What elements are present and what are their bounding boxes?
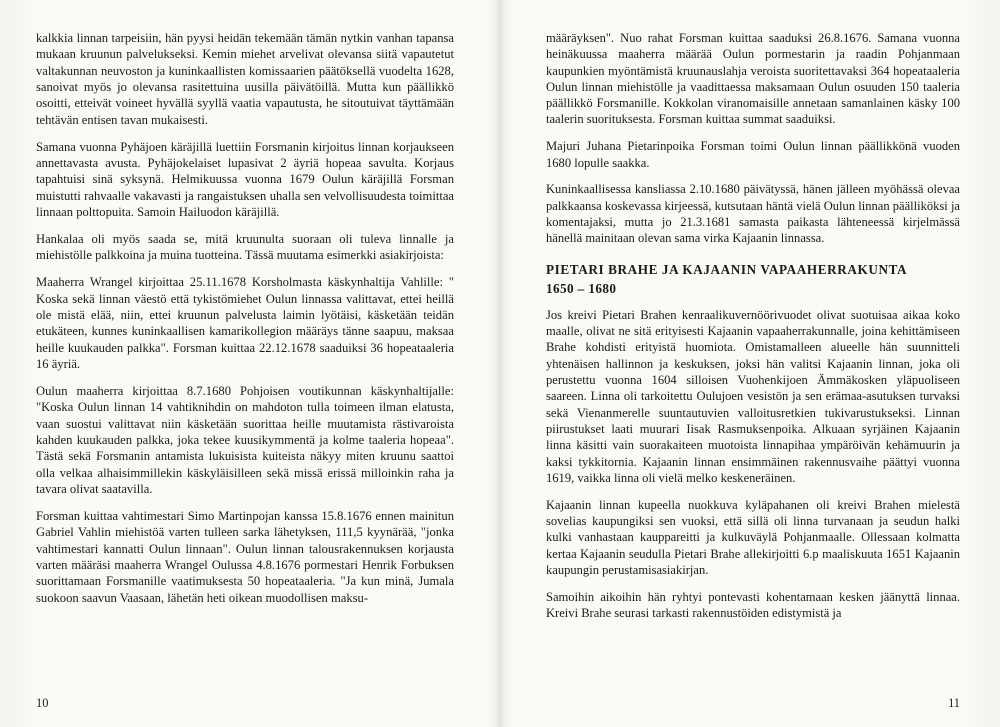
section-heading-years: 1650 – 1680 bbox=[546, 280, 617, 296]
paragraph: Samana vuonna Pyhäjoen käräjillä luettiin Forsmanin kirjoitus linnan korjaukseen annettavasta avusta. Pyhäjokelaiset lupasivat 2 äyriä hopeaa savulta. Korjaus tapahtuisi sinä syksynä. Helmikuussa vuonna 1679 Oulun käräjillä Forsman muistutti rahvaalle vakavasti ja rangaistuksen uhalla sen velvollisuudesta toimittaa linnaan polttopuita. Samoin Hailuodon käräjillä. bbox=[36, 139, 454, 220]
page-right bbox=[500, 0, 1000, 727]
paragraph: kalkkia linnan tarpeisiin, hän pyysi heidän tekemään tämän nytkin vanhan tapansa mukaan kruunun palvelukseksi. Kemin miehet arvelivat olevansa siitä vapautetut valtakunnan neuvoston ja kuninkaallisten komissaarien päätöksellä vuodelta 1628, sanoivat myös jo olevansa rasitettuina uusilla päivätöillä. Mutta kun päällikkö osoitti, etteivät voineet hyvällä syyllä vaatia vapautusta, he sitoutuivat täyttämään tehtävän entisen tavan mukaisesti. bbox=[36, 31, 454, 127]
page-number-right: 11 bbox=[948, 696, 960, 710]
paragraph: Kuninkaallisessa kansliassa 2.10.1680 päivätyssä, hänen jälleen myöhässä olevaa palkkaansa koskevassa kirjeessä, kutsutaan häntä vielä Oulun linnan päälliköksi ja komentajaksi, mutta jo 21.3.1681 samasta paikasta lähteneessä kirjelmässä hänellä mainitaan olevan sama virka Kajaanin linnassa. bbox=[546, 182, 960, 246]
paragraph: Majuri Juhana Pietarinpoika Forsman toimi Oulun linnan päällikkönä vuoden 1680 lopulle saakka. bbox=[546, 139, 960, 170]
page-number-left: 10 bbox=[36, 696, 49, 710]
page-right-text-column bbox=[546, 30, 960, 621]
paragraph: Kajaanin linnan kupeella nuokkuva kyläpahanen oli kreivi Brahen mielestä sovelias kaupungiksi sen vuoksi, että sillä oli linna turvanaan ja seudun halki kulki vanhastaan kauppareitti ja kulkuväylä Pohjanmaalle. Ollessaan kolmatta kertaa Kajaanin seudulla Pietari Brahe allekirjoitti 6.p maaliskuuta 1651 Kajaanin kaupungin perustamisasiakirjan. bbox=[546, 497, 960, 577]
section-heading: PIETARI BRAHE JA KAJAANIN VAPAAHERRAKUNTA bbox=[546, 261, 908, 277]
paragraph: Oulun maaherra kirjoittaa 8.7.1680 Pohjoisen voutikunnan käskynhaltijalle: "Koska Oulun linnan 14 vahtiknihdin on mahdoton tulla toimeen ilman elatusta, vaan suostui valittavat niin käsketään suorittaa heille muutamista rästivaroista kahden kuukauden palkka, joka tekee kuusikymmentä ja kolme taaleria hopeaa". Tästä sekä Forsmanin antamista lukuisista kuiteista näkyy miten kruunu saattoi olla velkaa alhaisimmillekin käskyläisilleen sekä missä erissä milloinkin raha ja tavara olivat saatavilla. bbox=[36, 383, 454, 496]
paragraph: Jos kreivi Pietari Brahen kenraalikuvernöörivuodet olivat suotuisaa aikaa koko maalle, olivat ne sitä erityisesti Kajaanin vapaaherrakunnalle, joina kehittämiseen Brahe kohdisti erityistä huomiota. Omistamalleen alueelle hän suunnitteli yhtenäisen hallinnon ja keskuksen, joksi hän valitsi Kajaanin linnan, joka oli perustettu vuonna 1604 silloisen Vuohenkijoen Ämmäkosken yläpuoliseen saareen. Linna oli tarkoitettu Oulujoen vesistön ja sen erämaa-asutuksen turvaksi sekä Vienanmerelle suuntautuvien valloitusretkien tukivarustukseksi. Linnan piirustukset laati muurari Iisak Rasmuksenpoika. Alkuaan syrjäinen Kajaanin linna käsitti vain suorakaiteen muotoista linnapihaa ympäröivän kehämuurin ja kaksi tykkitornia. Kajaanin linnan ensimmäinen rakennusvaihe päättyi vuonna 1619, vaikka linna oli vielä melko keskeneräinen. bbox=[546, 307, 960, 485]
paragraph: Maaherra Wrangel kirjoittaa 25.11.1678 Korsholmasta käskynhaltija Vahlille: " Koska sekä linnan väestö että tykistömiehet Oulun linnassa valittavat, ettei heillä ole mistä elää, niin, ettei kruunun palvelusta laimin lyötäisi, käsketään teidän etukäteen, kunnes kuninkaallisen kamarikollegion määräys tänne saapuu, maksaa heille kuukauden palkka". Forsman kuittaa 22.12.1678 saaduiksi 36 hopeataaleria 16 äyriä. bbox=[36, 275, 454, 371]
paragraph: Samoihin aikoihin hän ryhtyi pontevasti kohentamaan kesken jäänyttä linnaa. Kreivi Brahe seurasi tarkasti rakennustöiden edistymistä ja bbox=[546, 589, 960, 620]
paragraph: Hankalaa oli myös saada se, mitä kruunulta suoraan oli tuleva linnalle ja miehistölle palkkoina ja muina tuotteina. Tässä muutama esimerkki asiakirjoista: bbox=[36, 231, 454, 263]
paragraph: määräyksen". Nuo rahat Forsman kuittaa saaduksi 26.8.1676. Samana vuonna heinäkuussa maaherra määrää Oulun pormestarin ja raadin Pohjanmaan kaupunkien myöntämistä kruunauslahja veroista suoritettavaksi 364 hopeataaleria Oulun linnan miehistölle ja vaadittaessa maksamaan Oulun osuuden 150 taaleria päällikkö Forsmanille. Kokkolan viranomaisille annetaan samanlainen käsky 100 taalerin suorituksesta. Forsman kuittaa summat saaduiksi. bbox=[546, 31, 960, 127]
page-left-text-column bbox=[36, 30, 454, 606]
paragraph: Forsman kuittaa vahtimestari Simo Martinpojan kanssa 15.8.1676 ennen mainitun Gabriel Vahlin miehistöä varten tulleen sarka lähetyksen, 111,5 kyynärää, "jonka vahtimestari kannatti Oulun linnaan". Oulun linnan talousrakennuksen korjausta varten määräsi maaherra Wrangel Oulussa 4.8.1676 pormestari Henrik Forbuksen suorittamaan Forsmanille vaatimuksesta 50 hopeataaleria. "Ja kun minä, Jumala suokoon saavun Vaasaan, lähetän heti oikean muodollisen maksu- bbox=[36, 508, 454, 605]
